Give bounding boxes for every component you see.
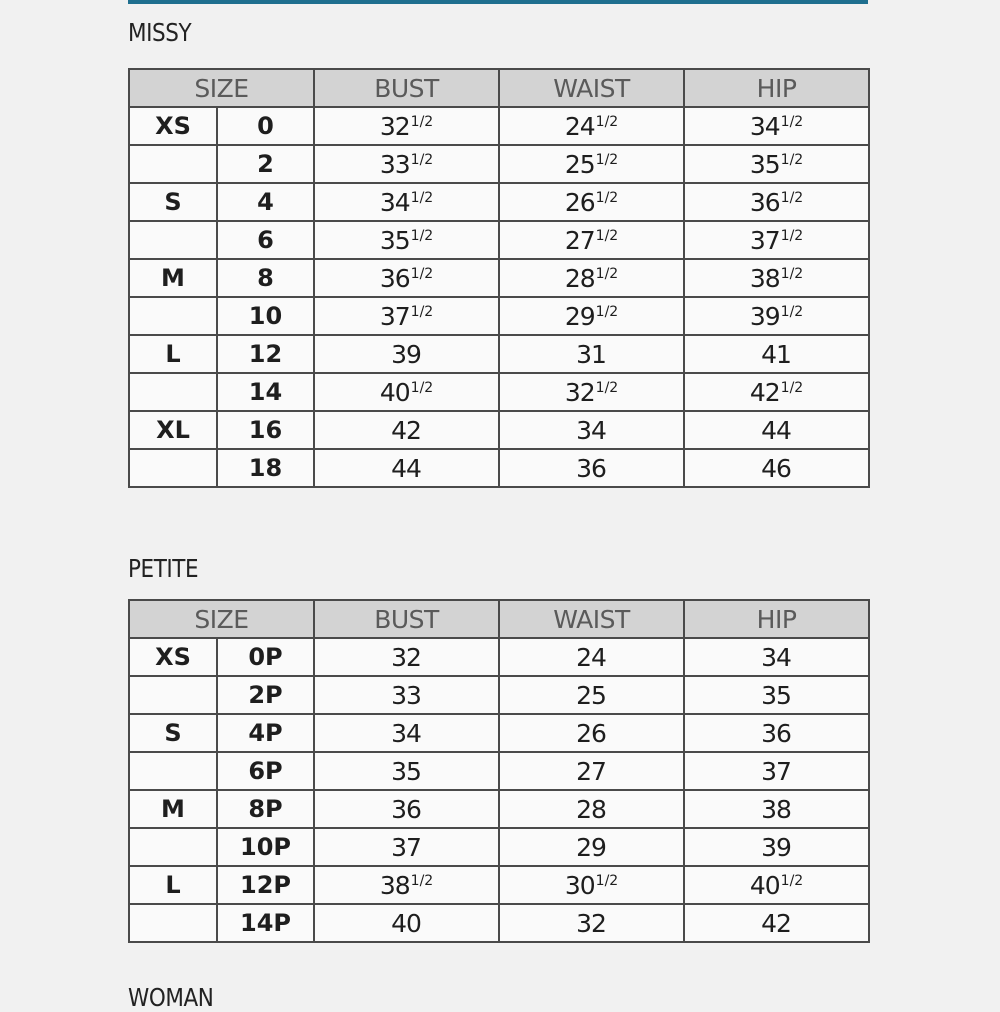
table-row [129,866,869,904]
hip-cell-value: 46 [761,453,791,483]
size-letter-cell-value: S [164,719,182,747]
size-letter-cell [129,866,217,904]
size-letter-cell-value: M [161,264,185,292]
waist-cell-fraction: 1/2 [595,189,619,206]
hip-cell-value: 44 [761,415,791,445]
bust-cell-value: 33 [379,149,410,179]
hip-cell-value: 41 [761,339,791,369]
size-number-cell [217,145,314,183]
table-header-row [129,600,869,638]
table-row [129,714,869,752]
size-number-cell-value: 12P [240,871,291,899]
table-row [129,107,869,145]
missy-size-table [128,68,870,488]
header-bust: BUST [314,600,499,638]
bust-cell [314,411,499,449]
size-number-cell-value: 0 [257,112,274,140]
header-hip: HIP [684,600,869,638]
bust-cell-value: 34 [379,187,410,217]
bust-cell [314,449,499,487]
bust-cell [314,752,499,790]
bust-cell [314,297,499,335]
size-letter-cell [129,676,217,714]
bust-cell [314,866,499,904]
size-number-cell-value: 4 [257,188,274,216]
bust-cell [314,676,499,714]
size-letter-cell [129,752,217,790]
hip-cell [684,373,869,411]
hip-cell-fraction: 1/2 [780,151,804,168]
waist-cell [499,373,684,411]
bust-cell [314,790,499,828]
bust-cell [314,183,499,221]
bust-cell-value: 36 [379,263,410,293]
waist-cell [499,335,684,373]
table-row [129,638,869,676]
size-number-cell [217,790,314,828]
waist-cell-fraction: 1/2 [595,379,619,396]
size-letter-cell [129,790,217,828]
waist-cell [499,790,684,828]
bust-cell-fraction: 1/2 [410,379,434,396]
size-letter-cell [129,221,217,259]
waist-cell [499,221,684,259]
waist-cell-value: 30 [564,870,595,900]
bust-cell-value: 37 [379,301,410,331]
waist-cell [499,752,684,790]
size-letter-cell-value: M [161,795,185,823]
hip-cell-value: 38 [749,263,780,293]
size-letter-cell [129,107,217,145]
bust-cell-fraction: 1/2 [410,113,434,130]
hip-cell [684,297,869,335]
hip-cell-value: 36 [749,187,780,217]
hip-cell-value: 39 [761,832,791,862]
table-row [129,790,869,828]
hip-cell [684,221,869,259]
hip-cell-value: 34 [761,642,791,672]
size-number-cell-value: 8P [248,795,283,823]
waist-cell [499,107,684,145]
hip-cell [684,676,869,714]
waist-cell [499,297,684,335]
size-number-cell-value: 6 [257,226,274,254]
bust-cell-value: 37 [391,832,421,862]
hip-cell [684,145,869,183]
hip-cell-value: 39 [749,301,780,331]
size-letter-cell-value: S [164,188,182,216]
waist-cell-value: 34 [576,415,606,445]
size-number-cell [217,752,314,790]
bust-cell [314,107,499,145]
bust-cell [314,904,499,942]
table-row [129,828,869,866]
waist-cell-fraction: 1/2 [595,872,619,889]
bust-cell [314,259,499,297]
table-row [129,145,869,183]
size-letter-cell-value: L [165,871,181,899]
waist-cell-value: 29 [564,301,595,331]
waist-cell-value: 27 [564,225,595,255]
size-number-cell-value: 2 [257,150,274,178]
waist-cell-fraction: 1/2 [595,113,619,130]
waist-cell [499,638,684,676]
bust-cell [314,335,499,373]
size-number-cell-value: 14P [240,909,291,937]
hip-cell-value: 40 [749,870,780,900]
waist-cell [499,676,684,714]
table-row [129,221,869,259]
size-number-cell [217,335,314,373]
waist-cell-value: 26 [564,187,595,217]
size-number-cell [217,866,314,904]
header-waist: WAIST [499,600,684,638]
size-letter-cell [129,714,217,752]
size-number-cell [217,638,314,676]
size-letter-cell [129,904,217,942]
size-number-cell [217,297,314,335]
bust-cell-fraction: 1/2 [410,265,434,282]
top-accent-rule [128,0,868,4]
waist-cell-fraction: 1/2 [595,303,619,320]
waist-cell-fraction: 1/2 [595,265,619,282]
hip-cell [684,183,869,221]
hip-cell [684,752,869,790]
size-letter-cell [129,183,217,221]
bust-cell-fraction: 1/2 [410,303,434,320]
size-letter-cell [129,145,217,183]
size-number-cell-value: 8 [257,264,274,292]
table-row [129,449,869,487]
hip-cell [684,107,869,145]
size-letter-cell [129,297,217,335]
hip-cell [684,790,869,828]
table-row [129,297,869,335]
waist-cell [499,183,684,221]
waist-cell [499,145,684,183]
bust-cell-value: 42 [391,415,421,445]
size-letter-cell-value: XS [155,643,191,671]
size-letter-cell [129,828,217,866]
hip-cell-value: 37 [749,225,780,255]
bust-cell-value: 39 [391,339,421,369]
header-bust: BUST [314,69,499,107]
size-number-cell [217,828,314,866]
header-hip: HIP [684,69,869,107]
table-row [129,335,869,373]
hip-cell [684,714,869,752]
hip-cell [684,335,869,373]
table-row [129,373,869,411]
hip-cell-fraction: 1/2 [780,113,804,130]
header-waist: WAIST [499,69,684,107]
size-number-cell-value: 10P [240,833,291,861]
section-title-missy: MISSY [128,18,192,47]
bust-cell-value: 44 [391,453,421,483]
hip-cell-value: 38 [761,794,791,824]
size-number-cell [217,411,314,449]
bust-cell-value: 35 [379,225,410,255]
hip-cell-value: 42 [761,908,791,938]
size-letter-cell [129,411,217,449]
waist-cell-value: 29 [576,832,606,862]
waist-cell-value: 27 [576,756,606,786]
size-number-cell-value: 6P [248,757,283,785]
hip-cell-fraction: 1/2 [780,227,804,244]
size-number-cell [217,107,314,145]
bust-cell-value: 36 [391,794,421,824]
size-letter-cell [129,259,217,297]
size-number-cell [217,449,314,487]
size-letter-cell [129,373,217,411]
waist-cell-fraction: 1/2 [595,227,619,244]
waist-cell [499,904,684,942]
bust-cell-value: 35 [391,756,421,786]
waist-cell-value: 36 [576,453,606,483]
waist-cell-value: 26 [576,718,606,748]
bust-cell-value: 32 [379,111,410,141]
hip-cell [684,449,869,487]
bust-cell [314,373,499,411]
bust-cell [314,221,499,259]
table-row [129,411,869,449]
hip-cell [684,638,869,676]
size-number-cell-value: 16 [248,416,283,444]
bust-cell-value: 34 [391,718,421,748]
header-size: SIZE [129,600,314,638]
bust-cell-value: 32 [391,642,421,672]
hip-cell [684,866,869,904]
waist-cell [499,449,684,487]
hip-cell-fraction: 1/2 [780,872,804,889]
table-row [129,183,869,221]
waist-cell-value: 24 [576,642,606,672]
size-number-cell-value: 12 [248,340,283,368]
size-number-cell-value: 0P [248,643,283,671]
hip-cell-value: 36 [761,718,791,748]
hip-cell-value: 34 [749,111,780,141]
hip-cell-fraction: 1/2 [780,189,804,206]
size-letter-cell [129,638,217,676]
waist-cell-value: 25 [564,149,595,179]
hip-cell-fraction: 1/2 [780,379,804,396]
size-number-cell [217,904,314,942]
size-letter-cell-value: XS [155,112,191,140]
bust-cell-value: 33 [391,680,421,710]
waist-cell [499,828,684,866]
waist-cell-value: 31 [576,339,606,369]
table-row [129,259,869,297]
bust-cell-fraction: 1/2 [410,151,434,168]
petite-size-table [128,599,870,943]
size-letter-cell-value: L [165,340,181,368]
bust-cell [314,828,499,866]
waist-cell-value: 32 [576,908,606,938]
section-title-petite: PETITE [128,554,199,583]
table-row [129,904,869,942]
size-letter-cell-value: XL [156,416,190,444]
size-number-cell-value: 18 [248,454,283,482]
hip-cell [684,411,869,449]
hip-cell-value: 35 [749,149,780,179]
size-number-cell [217,183,314,221]
waist-cell-value: 28 [576,794,606,824]
size-number-cell [217,221,314,259]
waist-cell [499,866,684,904]
table-row [129,676,869,714]
size-number-cell [217,714,314,752]
bust-cell-fraction: 1/2 [410,227,434,244]
size-number-cell-value: 14 [248,378,283,406]
waist-cell-fraction: 1/2 [595,151,619,168]
bust-cell-value: 40 [379,377,410,407]
size-number-cell [217,259,314,297]
waist-cell [499,411,684,449]
hip-cell [684,828,869,866]
header-size: SIZE [129,69,314,107]
bust-cell-value: 40 [391,908,421,938]
size-number-cell-value: 4P [248,719,283,747]
section-title-woman: WOMAN [128,983,214,1012]
bust-cell-fraction: 1/2 [410,189,434,206]
bust-cell-value: 38 [379,870,410,900]
bust-cell [314,145,499,183]
waist-cell [499,714,684,752]
waist-cell-value: 25 [576,680,606,710]
size-number-cell [217,676,314,714]
hip-cell [684,259,869,297]
waist-cell-value: 24 [564,111,595,141]
waist-cell-value: 32 [564,377,595,407]
bust-cell-fraction: 1/2 [410,872,434,889]
hip-cell-value: 35 [761,680,791,710]
size-number-cell-value: 2P [248,681,283,709]
waist-cell-value: 28 [564,263,595,293]
hip-cell [684,904,869,942]
hip-cell-value: 37 [761,756,791,786]
bust-cell [314,638,499,676]
waist-cell [499,259,684,297]
table-header-row [129,69,869,107]
hip-cell-value: 42 [749,377,780,407]
hip-cell-fraction: 1/2 [780,265,804,282]
table-row [129,752,869,790]
size-number-cell-value: 10 [248,302,283,330]
size-letter-cell [129,335,217,373]
bust-cell [314,714,499,752]
hip-cell-fraction: 1/2 [780,303,804,320]
size-letter-cell [129,449,217,487]
size-number-cell [217,373,314,411]
